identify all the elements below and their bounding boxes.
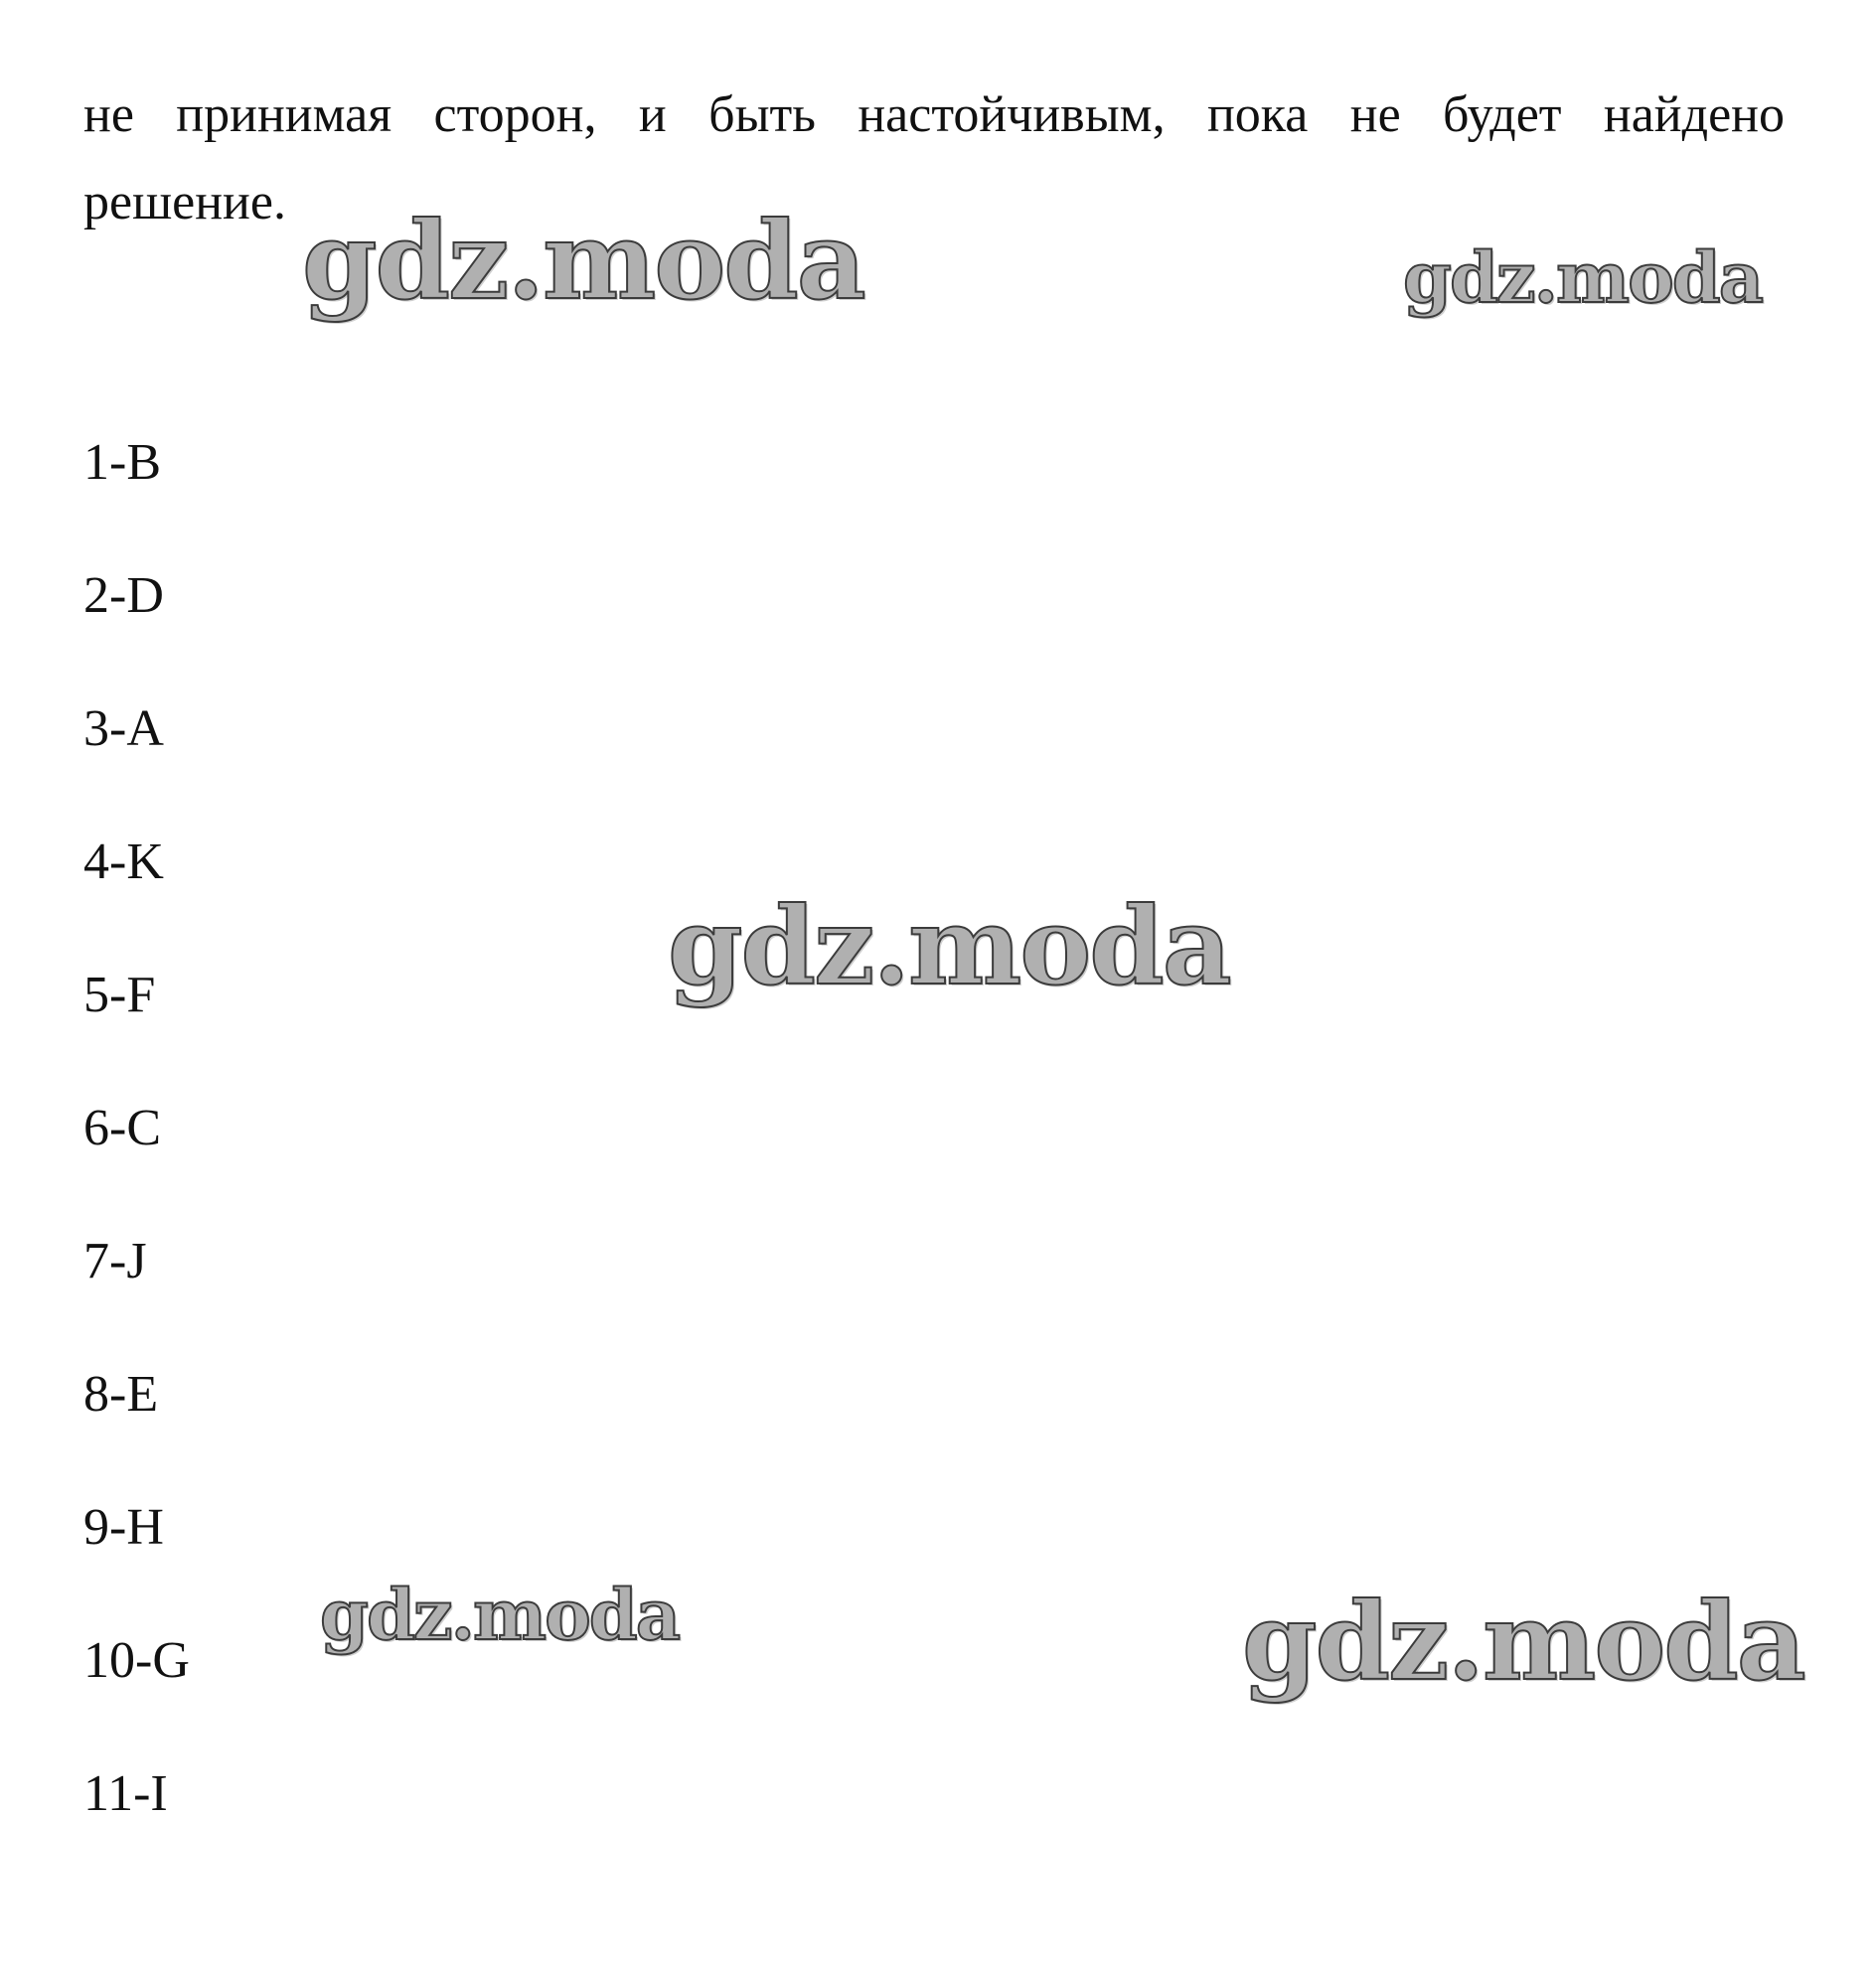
paragraph-line-1: не принимая сторон, и быть настойчивым, пока не будет найдено xyxy=(83,86,1785,143)
answer-item-11: 11-I xyxy=(83,1765,168,1822)
answer-item-7: 7-J xyxy=(83,1233,147,1289)
answer-item-8: 8-E xyxy=(83,1366,159,1423)
watermark: gdz.moda xyxy=(1403,236,1763,319)
answer-item-5: 5-F xyxy=(83,967,156,1023)
watermark: gdz.moda xyxy=(302,199,864,324)
paragraph-line-2: решение. xyxy=(83,174,286,230)
watermark: gdz.moda xyxy=(320,1574,680,1656)
answer-item-4: 4-K xyxy=(83,833,164,890)
watermark: gdz.moda xyxy=(1242,1580,1804,1705)
answer-item-6: 6-C xyxy=(83,1100,161,1156)
answer-item-1: 1-B xyxy=(83,434,161,491)
answer-item-2: 2-D xyxy=(83,567,164,624)
answer-item-3: 3-A xyxy=(83,700,164,757)
watermark: gdz.moda xyxy=(668,884,1230,1009)
answer-item-9: 9-H xyxy=(83,1499,164,1556)
answer-list xyxy=(83,427,190,1892)
answer-item-10: 10-G xyxy=(83,1632,190,1689)
